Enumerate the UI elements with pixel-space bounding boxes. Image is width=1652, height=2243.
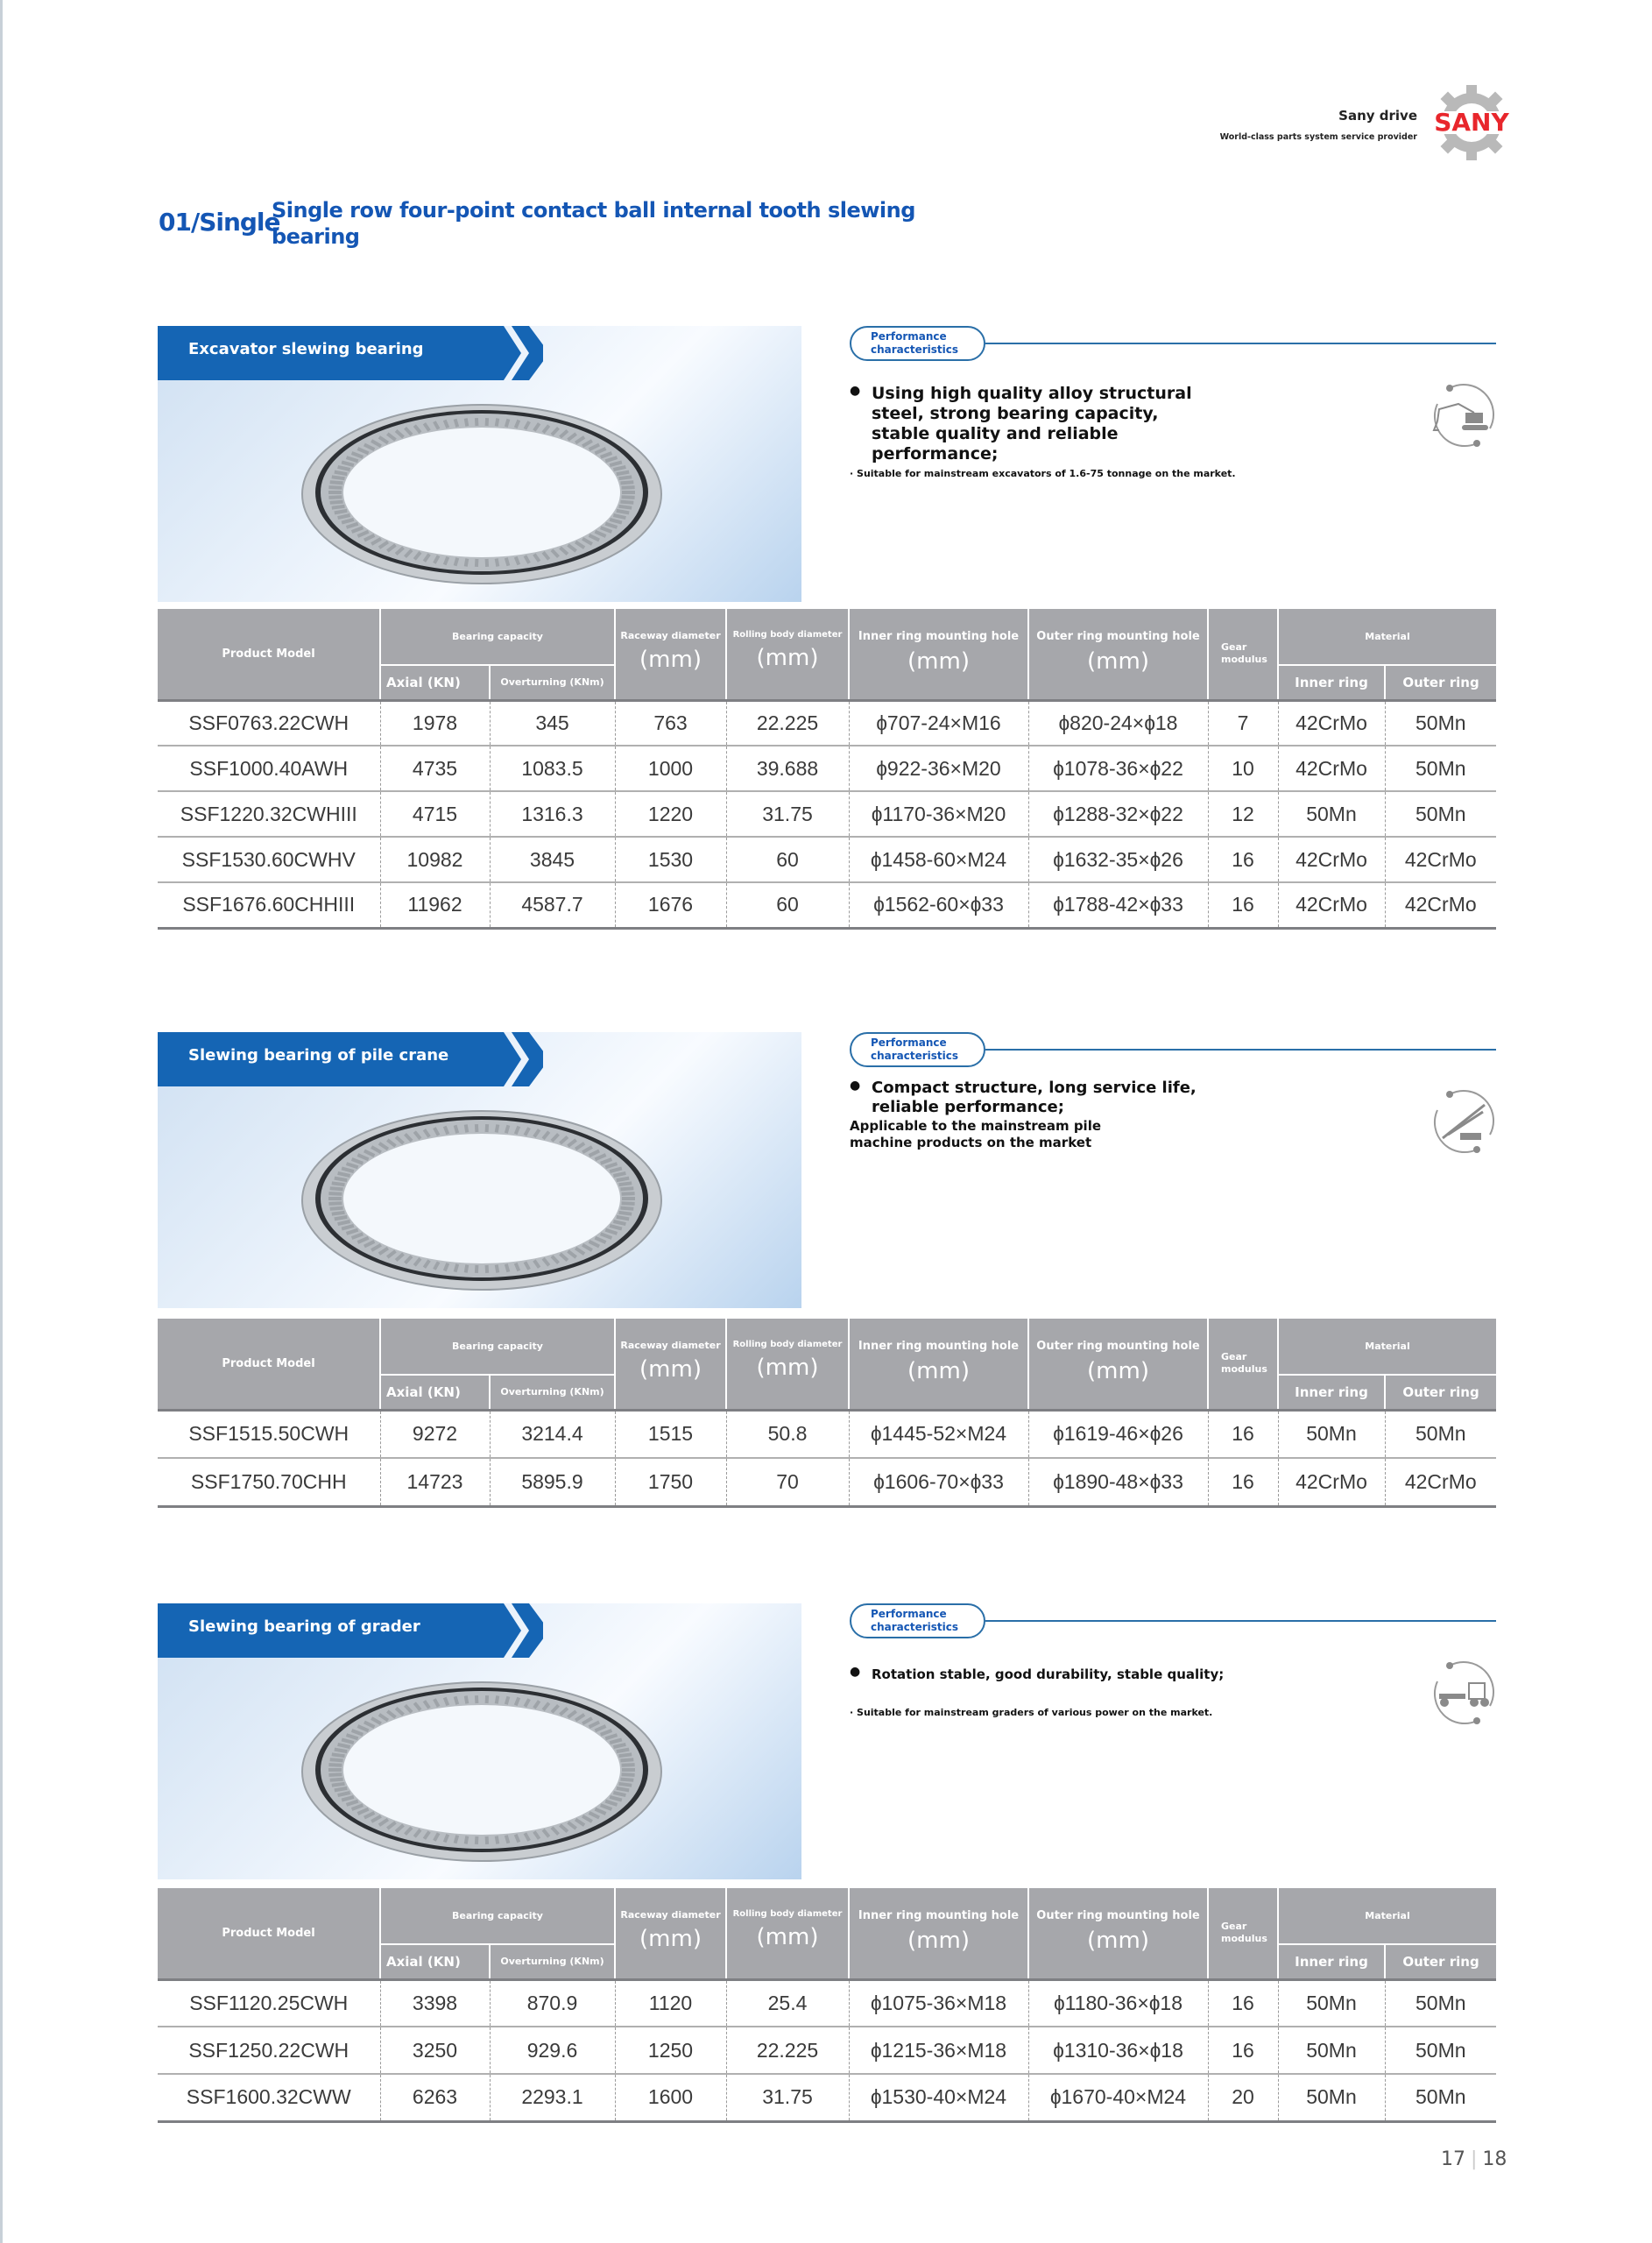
cell-product-model: SSF1120.25CWH: [158, 1979, 380, 2027]
header-inner-ring: Inner ring: [1278, 1375, 1385, 1410]
cell-axial: 4715: [380, 791, 490, 837]
cell-inner-hole: ɸ1170-36×M20: [849, 791, 1028, 837]
header-bearing-capacity: Bearing capacity: [380, 1888, 615, 1944]
cell-outer-hole: ɸ1619-46×ɸ26: [1028, 1410, 1208, 1458]
cell-inner-hole: ɸ1562-60×ɸ33: [849, 882, 1028, 928]
cell-outer-ring-material: 42CrMo: [1385, 882, 1496, 928]
cell-axial: 10982: [380, 837, 490, 882]
cell-raceway: 1750: [615, 1458, 726, 1506]
page-number-separator: |: [1471, 2148, 1478, 2170]
perf-label-line1: Performance: [871, 330, 947, 343]
cell-gear-modulus: 12: [1208, 791, 1278, 837]
cell-inner-hole: ɸ1445-52×M24: [849, 1410, 1028, 1458]
cell-axial: 3398: [380, 1979, 490, 2027]
product-photo: [158, 326, 801, 602]
brand-title: Sany drive: [1338, 108, 1417, 124]
header-axial: Axial (KN): [380, 665, 490, 700]
cell-outer-ring-material: 50Mn: [1385, 1410, 1496, 1458]
perf-label-line1: Performance: [871, 1608, 947, 1620]
cell-rolling-body: 50.8: [726, 1410, 849, 1458]
cell-raceway: 1600: [615, 2074, 726, 2121]
performance-pill: [850, 1603, 985, 1638]
header-inner-ring: Inner ring: [1278, 665, 1385, 700]
slewing-bearing-image: [298, 1673, 666, 1866]
cell-overturning: 3214.4: [490, 1410, 615, 1458]
header-rolling-body-diameter: Rolling body diameter (mm): [726, 1319, 849, 1410]
page-number-right: 18: [1482, 2148, 1507, 2170]
header-raceway-diameter: Raceway diameter (mm): [615, 1888, 726, 1979]
cell-overturning: 2293.1: [490, 2074, 615, 2121]
perf-bullet-sub: · Suitable for mainstream excavators of 1.6-75 tonnage on the market.: [850, 468, 1236, 479]
header-material: Material: [1278, 1888, 1496, 1944]
table-row: [158, 2074, 1496, 2121]
performance-characteristics: [850, 326, 1496, 492]
header-overturning: Overturning (KNm): [490, 1375, 615, 1410]
cell-axial: 6263: [380, 2074, 490, 2121]
cell-outer-ring-material: 50Mn: [1385, 746, 1496, 791]
cell-overturning: 929.6: [490, 2027, 615, 2074]
performance-pill: [850, 1032, 985, 1067]
perf-label-line1: Performance: [871, 1037, 947, 1049]
header-product-model: Product Model: [158, 609, 380, 700]
cell-outer-ring-material: 50Mn: [1385, 791, 1496, 837]
cell-raceway: 1220: [615, 791, 726, 837]
cell-outer-hole: ɸ1890-48×ɸ33: [1028, 1458, 1208, 1506]
cell-gear-modulus: 7: [1208, 700, 1278, 746]
cell-raceway: 1120: [615, 1979, 726, 2027]
cell-outer-ring-material: 50Mn: [1385, 2074, 1496, 2121]
cell-outer-hole: ɸ820-24×ɸ18: [1028, 700, 1208, 746]
cell-raceway: 763: [615, 700, 726, 746]
cell-inner-hole: ɸ1606-70×ɸ33: [849, 1458, 1028, 1506]
cell-inner-ring-material: 42CrMo: [1278, 1458, 1385, 1506]
slewing-bearing-image: [298, 396, 666, 589]
header-overturning: Overturning (KNm): [490, 1944, 615, 1979]
cell-raceway: 1676: [615, 882, 726, 928]
perf-bullet-main: Using high quality alloy structural steel, strong bearing capacity, stable quality and reliable performance;: [872, 384, 1192, 463]
cell-inner-hole: ɸ922-36×M20: [849, 746, 1028, 791]
cell-gear-modulus: 20: [1208, 2074, 1278, 2121]
header-inner-ring: Inner ring: [1278, 1944, 1385, 1979]
cell-gear-modulus: 16: [1208, 2027, 1278, 2074]
header-bearing-capacity: Bearing capacity: [380, 609, 615, 665]
header-inner-ring-mounting-hole: Inner ring mounting hole (mm): [849, 1888, 1028, 1979]
banner-label: Excavator slewing bearing: [188, 340, 424, 358]
cell-outer-hole: ɸ1180-36×ɸ18: [1028, 1979, 1208, 2027]
header-inner-ring-mounting-hole: Inner ring mounting hole (mm): [849, 1319, 1028, 1410]
cell-axial: 3250: [380, 2027, 490, 2074]
banner-label: Slewing bearing of pile crane: [188, 1046, 449, 1065]
header-material: Material: [1278, 1319, 1496, 1375]
table-row: [158, 791, 1496, 837]
header-raceway-diameter: Raceway diameter (mm): [615, 1319, 726, 1410]
performance-characteristics: [850, 1032, 1496, 1199]
cell-rolling-body: 60: [726, 837, 849, 882]
cell-axial: 4735: [380, 746, 490, 791]
cell-outer-hole: ɸ1788-42×ɸ33: [1028, 882, 1208, 928]
cell-inner-hole: ɸ1215-36×M18: [849, 2027, 1028, 2074]
cell-inner-hole: ɸ1075-36×M18: [849, 1979, 1028, 2027]
bullet-dot-icon: ●: [850, 384, 861, 398]
cell-inner-hole: ɸ1458-60×M24: [849, 837, 1028, 882]
header-product-model: Product Model: [158, 1319, 380, 1410]
page-edge-line: [0, 0, 3, 2243]
header-inner-ring-mounting-hole: Inner ring mounting hole (mm): [849, 609, 1028, 700]
cell-inner-hole: ɸ1530-40×M24: [849, 2074, 1028, 2121]
sany-logo: [1419, 83, 1524, 162]
cell-gear-modulus: 16: [1208, 882, 1278, 928]
cell-gear-modulus: 16: [1208, 1458, 1278, 1506]
cell-gear-modulus: 16: [1208, 1979, 1278, 2027]
performance-characteristics: [850, 1603, 1496, 1770]
cell-outer-hole: ɸ1670-40×M24: [1028, 2074, 1208, 2121]
cell-outer-ring-material: 50Mn: [1385, 1979, 1496, 2027]
page-title-main: Single row four-point contact ball internal tooth slewing bearing: [272, 198, 915, 249]
header-gear-modulus: Gear modulus: [1208, 1888, 1278, 1979]
cell-rolling-body: 22.225: [726, 2027, 849, 2074]
performance-pill: [850, 326, 985, 361]
brand-subtitle: World-class parts system service provider: [1219, 132, 1417, 142]
table-row: [158, 746, 1496, 791]
header-bearing-capacity: Bearing capacity: [380, 1319, 615, 1375]
page-number-left: 17: [1441, 2148, 1465, 2170]
cell-overturning: 4587.7: [490, 882, 615, 928]
grader-icon: [1430, 1660, 1496, 1726]
cell-product-model: SSF1515.50CWH: [158, 1410, 380, 1458]
cell-rolling-body: 60: [726, 882, 849, 928]
cell-product-model: SSF1530.60CWHV: [158, 837, 380, 882]
page-title-prefix: 01/Single: [159, 208, 280, 237]
cell-outer-ring-material: 42CrMo: [1385, 837, 1496, 882]
section-banner: [158, 326, 543, 382]
table-row: [158, 837, 1496, 882]
cell-overturning: 5895.9: [490, 1458, 615, 1506]
cell-raceway: 1530: [615, 837, 726, 882]
cell-product-model: SSF1676.60CHHIII: [158, 882, 380, 928]
perf-bullet-main: Compact structure, long service life, reliable performance;: [872, 1079, 1197, 1116]
table-row: [158, 700, 1496, 746]
header-rolling-body-diameter: Rolling body diameter (mm): [726, 609, 849, 700]
perf-label-line2: characteristics: [871, 1621, 959, 1633]
cell-axial: 1978: [380, 700, 490, 746]
perf-divider: [985, 343, 1496, 344]
cell-product-model: SSF1600.32CWW: [158, 2074, 380, 2121]
header-raceway-diameter: Raceway diameter (mm): [615, 609, 726, 700]
cell-rolling-body: 31.75: [726, 2074, 849, 2121]
table-row: [158, 882, 1496, 928]
perf-bullet-sub: Applicable to the mainstream pile machine products on the market: [850, 1118, 1102, 1150]
spec-table: [158, 1319, 1496, 1508]
cell-inner-ring-material: 42CrMo: [1278, 882, 1385, 928]
cell-inner-ring-material: 42CrMo: [1278, 837, 1385, 882]
cell-raceway: 1515: [615, 1410, 726, 1458]
cell-inner-ring-material: 42CrMo: [1278, 746, 1385, 791]
header-product-model: Product Model: [158, 1888, 380, 1979]
perf-label-line2: characteristics: [871, 1050, 959, 1062]
cell-gear-modulus: 10: [1208, 746, 1278, 791]
cell-rolling-body: 70: [726, 1458, 849, 1506]
product-photo: [158, 1032, 801, 1308]
cell-axial: 9272: [380, 1410, 490, 1458]
header-rolling-body-diameter: Rolling body diameter (mm): [726, 1888, 849, 1979]
pile-crane-icon: [1430, 1089, 1496, 1155]
cell-inner-ring-material: 50Mn: [1278, 1410, 1385, 1458]
bullet-dot-icon: ●: [850, 1665, 861, 1679]
cell-rolling-body: 39.688: [726, 746, 849, 791]
header-axial: Axial (KN): [380, 1944, 490, 1979]
header-outer-ring: Outer ring: [1385, 1375, 1496, 1410]
cell-product-model: SSF0763.22CWH: [158, 700, 380, 746]
header-outer-ring-mounting-hole: Outer ring mounting hole (mm): [1028, 1888, 1208, 1979]
perf-bullet-sub: · Suitable for mainstream graders of various power on the market.: [850, 1707, 1213, 1718]
cell-axial: 11962: [380, 882, 490, 928]
cell-overturning: 870.9: [490, 1979, 615, 2027]
cell-gear-modulus: 16: [1208, 1410, 1278, 1458]
page-numbers: [1441, 2148, 1507, 2170]
brand-header: [1174, 83, 1524, 162]
cell-rolling-body: 31.75: [726, 791, 849, 837]
cell-raceway: 1250: [615, 2027, 726, 2074]
header-outer-ring: Outer ring: [1385, 1944, 1496, 1979]
header-overturning: Overturning (KNm): [490, 665, 615, 700]
cell-overturning: 1316.3: [490, 791, 615, 837]
excavator-icon: [1430, 383, 1496, 449]
cell-overturning: 3845: [490, 837, 615, 882]
perf-label-line2: characteristics: [871, 343, 959, 356]
cell-product-model: SSF1220.32CWHIII: [158, 791, 380, 837]
table-row: [158, 1979, 1496, 2027]
cell-overturning: 1083.5: [490, 746, 615, 791]
cell-axial: 14723: [380, 1458, 490, 1506]
cell-raceway: 1000: [615, 746, 726, 791]
cell-product-model: SSF1750.70CHH: [158, 1458, 380, 1506]
slewing-bearing-image: [298, 1102, 666, 1295]
cell-inner-ring-material: 50Mn: [1278, 1979, 1385, 2027]
logo-text: SANY: [1434, 108, 1509, 137]
header-outer-ring-mounting-hole: Outer ring mounting hole (mm): [1028, 1319, 1208, 1410]
cell-overturning: 345: [490, 700, 615, 746]
cell-product-model: SSF1250.22CWH: [158, 2027, 380, 2074]
cell-outer-hole: ɸ1078-36×ɸ22: [1028, 746, 1208, 791]
table-row: [158, 2027, 1496, 2074]
section-banner: [158, 1032, 543, 1088]
bullet-dot-icon: ●: [850, 1079, 861, 1093]
cell-outer-ring-material: 50Mn: [1385, 2027, 1496, 2074]
spec-table: [158, 609, 1496, 930]
header-outer-ring: Outer ring: [1385, 665, 1496, 700]
cell-inner-hole: ɸ707-24×M16: [849, 700, 1028, 746]
cell-rolling-body: 22.225: [726, 700, 849, 746]
banner-label: Slewing bearing of grader: [188, 1617, 420, 1636]
cell-outer-ring-material: 50Mn: [1385, 700, 1496, 746]
perf-divider: [985, 1049, 1496, 1051]
header-gear-modulus: Gear modulus: [1208, 609, 1278, 700]
cell-gear-modulus: 16: [1208, 837, 1278, 882]
cell-outer-hole: ɸ1310-36×ɸ18: [1028, 2027, 1208, 2074]
cell-rolling-body: 25.4: [726, 1979, 849, 2027]
cell-outer-ring-material: 42CrMo: [1385, 1458, 1496, 1506]
header-material: Material: [1278, 609, 1496, 665]
cell-inner-ring-material: 50Mn: [1278, 2027, 1385, 2074]
perf-bullet-main: Rotation stable, good durability, stable quality;: [872, 1666, 1225, 1682]
gear-logo-icon: [1419, 83, 1524, 162]
header-axial: Axial (KN): [380, 1375, 490, 1410]
product-photo: [158, 1603, 801, 1879]
header-outer-ring-mounting-hole: Outer ring mounting hole (mm): [1028, 609, 1208, 700]
cell-inner-ring-material: 50Mn: [1278, 791, 1385, 837]
header-gear-modulus: Gear modulus: [1208, 1319, 1278, 1410]
cell-inner-ring-material: 50Mn: [1278, 2074, 1385, 2121]
spec-table: [158, 1888, 1496, 2123]
perf-divider: [985, 1620, 1496, 1622]
table-row: [158, 1410, 1496, 1458]
cell-inner-ring-material: 42CrMo: [1278, 700, 1385, 746]
table-row: [158, 1458, 1496, 1506]
cell-outer-hole: ɸ1288-32×ɸ22: [1028, 791, 1208, 837]
section-banner: [158, 1603, 543, 1659]
cell-product-model: SSF1000.40AWH: [158, 746, 380, 791]
cell-outer-hole: ɸ1632-35×ɸ26: [1028, 837, 1208, 882]
